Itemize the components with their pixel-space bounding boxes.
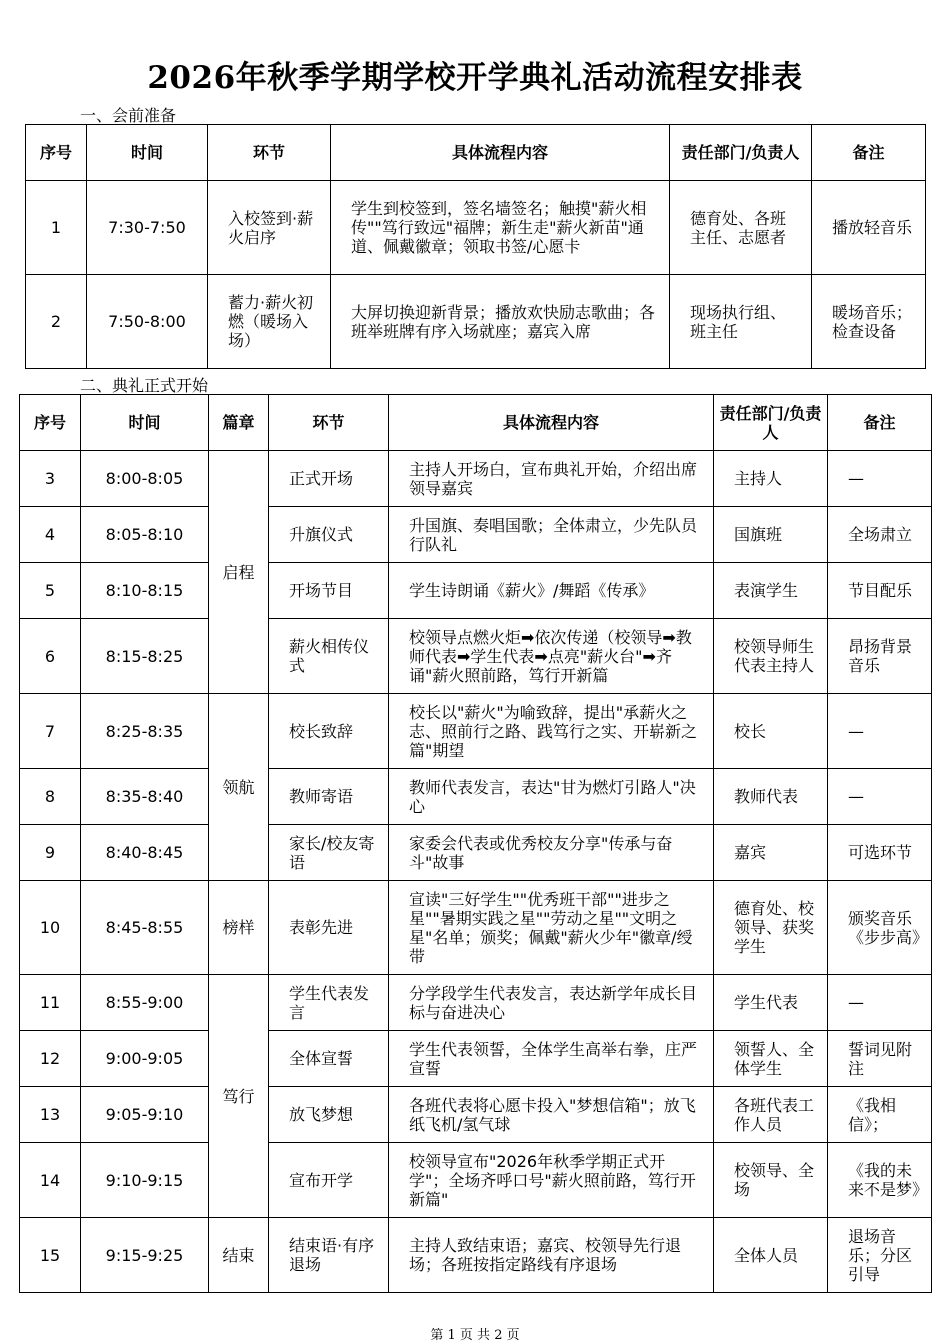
row-note: 播放轻音乐 [812, 181, 926, 275]
table-row [20, 507, 932, 563]
row-step: 放飞梦想 [269, 1087, 389, 1143]
row-time: 8:40-8:45 [81, 825, 209, 881]
header-owner: 责任部门/负责人 [670, 125, 812, 181]
row-time: 9:10-9:15 [81, 1143, 209, 1218]
row-no: 15 [20, 1218, 81, 1293]
header-content: 具体流程内容 [331, 125, 670, 181]
table-row [20, 1218, 932, 1293]
row-no: 7 [20, 694, 81, 769]
table-row [20, 1143, 932, 1218]
row-step: 升旗仪式 [269, 507, 389, 563]
table-row [20, 694, 932, 769]
table-row [26, 181, 926, 275]
table-row [20, 563, 932, 619]
row-owner: 表演学生 [714, 563, 828, 619]
row-content: 分学段学生代表发言，表达新学年成长目标与奋进决心 [389, 975, 714, 1031]
chapter-cell: 领航 [209, 694, 269, 881]
header-owner: 责任部门/负责人 [714, 395, 828, 451]
chapter-cell: 榜样 [209, 881, 269, 975]
row-content: 主持人致结束语；嘉宾、校领导先行退场；各班按指定路线有序退场 [389, 1218, 714, 1293]
row-owner: 嘉宾 [714, 825, 828, 881]
row-step: 薪火相传仪式 [269, 619, 389, 694]
row-no: 8 [20, 769, 81, 825]
row-time: 8:45-8:55 [81, 881, 209, 975]
row-no: 3 [20, 451, 81, 507]
row-note: 节目配乐 [828, 563, 932, 619]
header-note: 备注 [828, 395, 932, 451]
row-owner: 主持人 [714, 451, 828, 507]
table-row [26, 275, 926, 369]
row-step: 结束语·有序退场 [269, 1218, 389, 1293]
row-no: 5 [20, 563, 81, 619]
header-note: 备注 [812, 125, 926, 181]
row-owner: 校领导、全场 [714, 1143, 828, 1218]
page-title: 2026年秋季学期学校开学典礼活动流程安排表 [147, 60, 803, 96]
table-row [20, 619, 932, 694]
header-step: 环节 [269, 395, 389, 451]
table-row [20, 975, 932, 1031]
row-note: — [828, 975, 932, 1031]
row-note: 昂扬背景音乐 [828, 619, 932, 694]
row-no: 10 [20, 881, 81, 975]
row-note: — [828, 769, 932, 825]
row-note: 誓词见附注 [828, 1031, 932, 1087]
row-content: 学生到校签到，签名墙签名；触摸"薪火相传""笃行致远"福牌；新生走"薪火新苗"通道、佩戴徽章；领取书签/心愿卡 [331, 181, 670, 275]
row-content: 学生代表领誓，全体学生高举右拳，庄严宣誓 [389, 1031, 714, 1087]
row-time: 9:05-9:10 [81, 1087, 209, 1143]
row-time: 8:35-8:40 [81, 769, 209, 825]
ceremony-table [19, 394, 932, 1293]
row-time: 8:10-8:15 [81, 563, 209, 619]
row-note: — [828, 694, 932, 769]
row-no: 9 [20, 825, 81, 881]
row-time: 9:15-9:25 [81, 1218, 209, 1293]
ceremony-table-header [20, 395, 932, 451]
row-no: 12 [20, 1031, 81, 1087]
header-chapter: 篇章 [209, 395, 269, 451]
row-note: 全场肃立 [828, 507, 932, 563]
chapter-cell: 启程 [209, 451, 269, 694]
row-no: 14 [20, 1143, 81, 1218]
table-row [20, 769, 932, 825]
chapter-cell: 结束 [209, 1218, 269, 1293]
row-owner: 各班代表工作人员 [714, 1087, 828, 1143]
header-content: 具体流程内容 [389, 395, 714, 451]
row-content: 校长以"薪火"为喻致辞，提出"承薪火之志、照前行之路、践笃行之实、开崭新之篇"期望 [389, 694, 714, 769]
header-step: 环节 [208, 125, 331, 181]
row-note: 暖场音乐；检查设备 [812, 275, 926, 369]
row-content: 家委会代表或优秀校友分享"传承与奋斗"故事 [389, 825, 714, 881]
page-number: 第 1 页 共 2 页 [430, 1328, 520, 1343]
row-time: 9:00-9:05 [81, 1031, 209, 1087]
row-no: 6 [20, 619, 81, 694]
row-step: 正式开场 [269, 451, 389, 507]
row-note: 颁奖音乐《步步高》 [828, 881, 932, 975]
table-row [20, 1087, 932, 1143]
row-owner: 教师代表 [714, 769, 828, 825]
row-owner: 国旗班 [714, 507, 828, 563]
header-no: 序号 [20, 395, 81, 451]
row-time: 7:30-7:50 [87, 181, 208, 275]
row-content: 校领导宣布"2026年秋季学期正式开学"；全场齐呼口号"薪火照前路，笃行开新篇" [389, 1143, 714, 1218]
row-content: 宣读"三好学生""优秀班干部""进步之星""暑期实践之星""劳动之星""文明之星"名单；颁奖；佩戴"薪火少年"徽章/绶带 [389, 881, 714, 975]
row-owner: 校领导师生代表主持人 [714, 619, 828, 694]
row-owner: 德育处、各班主任、志愿者 [670, 181, 812, 275]
row-owner: 学生代表 [714, 975, 828, 1031]
row-step: 学生代表发言 [269, 975, 389, 1031]
row-step: 全体宣誓 [269, 1031, 389, 1087]
header-time: 时间 [87, 125, 208, 181]
row-content: 教师代表发言，表达"甘为燃灯引路人"决心 [389, 769, 714, 825]
row-no: 13 [20, 1087, 81, 1143]
row-time: 8:55-9:00 [81, 975, 209, 1031]
row-time: 8:00-8:05 [81, 451, 209, 507]
chapter-cell: 笃行 [209, 975, 269, 1218]
table-row [20, 451, 932, 507]
row-step: 教师寄语 [269, 769, 389, 825]
row-step: 家长/校友寄语 [269, 825, 389, 881]
row-step: 开场节目 [269, 563, 389, 619]
row-content: 校领导点燃火炬➡依次传递（校领导➡教师代表➡学生代表➡点亮"薪火台"➡齐诵"薪火照前路，笃行开新篇 [389, 619, 714, 694]
table-row [20, 1031, 932, 1087]
row-step: 表彰先进 [269, 881, 389, 975]
row-time: 8:25-8:35 [81, 694, 209, 769]
table-row [20, 881, 932, 975]
row-content: 主持人开场白，宣布典礼开始，介绍出席领导嘉宾 [389, 451, 714, 507]
row-note: 退场音乐；分区引导 [828, 1218, 932, 1293]
row-owner: 现场执行组、班主任 [670, 275, 812, 369]
row-no: 2 [26, 275, 87, 369]
row-no: 11 [20, 975, 81, 1031]
row-note: 《我的未来不是梦》 [828, 1143, 932, 1218]
row-time: 7:50-8:00 [87, 275, 208, 369]
row-step: 宣布开学 [269, 1143, 389, 1218]
prep-table [25, 124, 926, 369]
row-time: 8:05-8:10 [81, 507, 209, 563]
row-no: 1 [26, 181, 87, 275]
row-content: 各班代表将心愿卡投入"梦想信箱"；放飞纸飞机/氢气球 [389, 1087, 714, 1143]
section-2-label: 二、典礼正式开始 [80, 376, 209, 395]
header-no: 序号 [26, 125, 87, 181]
table-row [20, 825, 932, 881]
row-content: 升国旗、奏唱国歌；全体肃立，少先队员行队礼 [389, 507, 714, 563]
row-no: 4 [20, 507, 81, 563]
row-owner: 校长 [714, 694, 828, 769]
row-owner: 领誓人、全体学生 [714, 1031, 828, 1087]
prep-table-header [26, 125, 926, 181]
row-owner: 德育处、校领导、获奖学生 [714, 881, 828, 975]
row-note: 可选环节 [828, 825, 932, 881]
row-time: 8:15-8:25 [81, 619, 209, 694]
row-step: 校长致辞 [269, 694, 389, 769]
row-content: 学生诗朗诵《薪火》/舞蹈《传承》 [389, 563, 714, 619]
row-note: 《我相信》； [828, 1087, 932, 1143]
row-owner: 全体人员 [714, 1218, 828, 1293]
row-note: — [828, 451, 932, 507]
row-step: 入校签到·薪火启序 [208, 181, 331, 275]
header-time: 时间 [81, 395, 209, 451]
row-step: 蓄力·薪火初燃（暖场入场） [208, 275, 331, 369]
row-content: 大屏切换迎新背景；播放欢快励志歌曲；各班举班牌有序入场就座；嘉宾入席 [331, 275, 670, 369]
section-1-label: 一、会前准备 [80, 106, 177, 125]
